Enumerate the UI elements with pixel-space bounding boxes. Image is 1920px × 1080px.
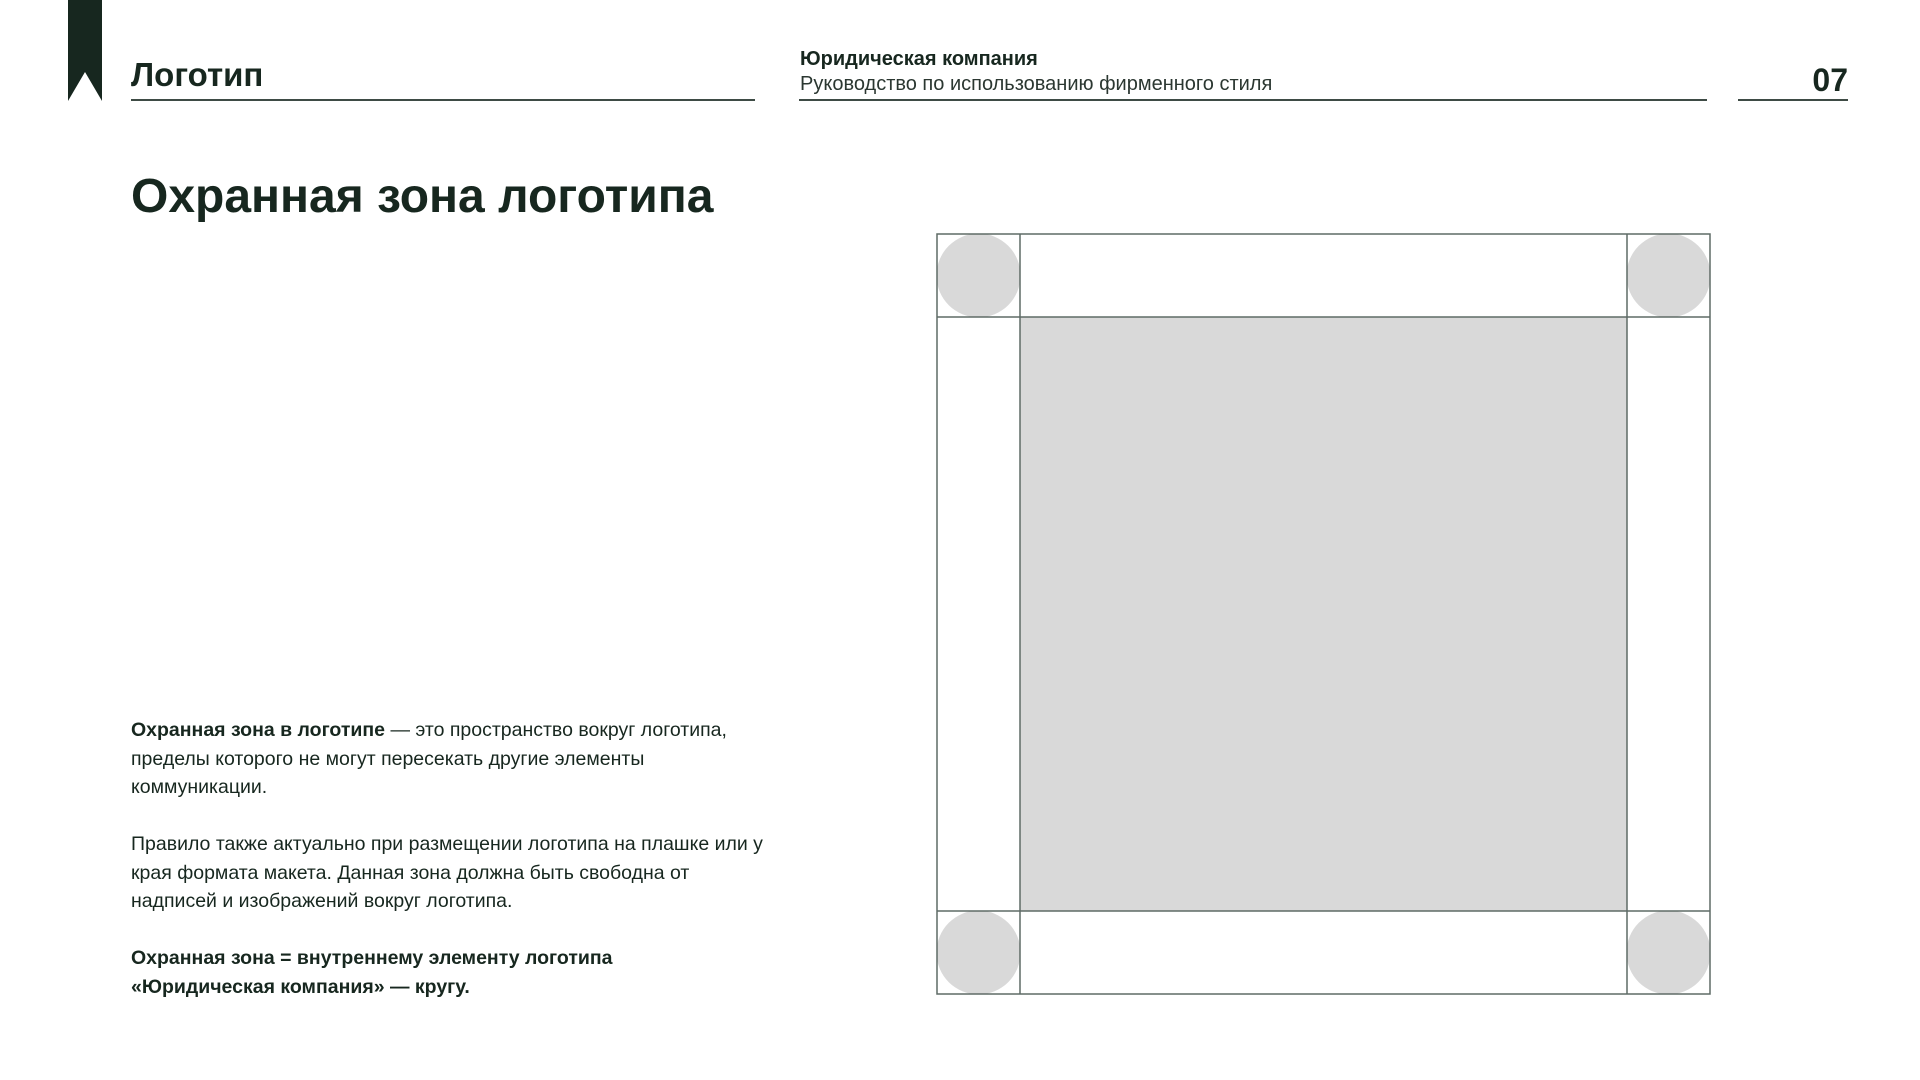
clear-space-circle-icon [1627, 911, 1711, 995]
paragraph-formula [131, 944, 771, 1001]
page-heading: Охранная зона логотипа [131, 170, 714, 223]
header-rule-middle [799, 99, 1707, 101]
clear-space-circle-icon [937, 234, 1021, 318]
clear-space-circle-icon [937, 911, 1021, 995]
section-title: Логотип [131, 56, 264, 93]
bookmark-ribbon-icon [68, 0, 102, 101]
definition-term: Охранная зона в логотипе [131, 719, 386, 741]
definition-text: — это пространство вокруг логотипа, пределы которого не могут пересекать другие элементы коммуникации. [131, 719, 727, 798]
logo-placeholder [1020, 317, 1627, 911]
header-rule-left [131, 99, 755, 101]
formula-line-1: Охранная зона = внутреннему элементу логотипа [131, 947, 613, 969]
guide-name: Руководство по использованию фирменного стиля [800, 73, 1273, 95]
clear-space-circle-icon [1627, 234, 1711, 318]
paragraph-rule: Правило также актуально при размещении логотипа на плашке или у края формата макета. Данная зона должна быть свободна от надписей и изображений вокруг логотипа. [131, 833, 763, 912]
company-name: Юридическая компания [800, 48, 1038, 70]
page-number: 07 [1812, 62, 1848, 98]
description-text [131, 716, 771, 1001]
formula-line-2: «Юридическая компания» — кругу. [131, 975, 470, 998]
clear-space-diagram [936, 233, 1711, 995]
header-rule-right [1738, 99, 1848, 101]
paragraph-definition [131, 716, 771, 802]
